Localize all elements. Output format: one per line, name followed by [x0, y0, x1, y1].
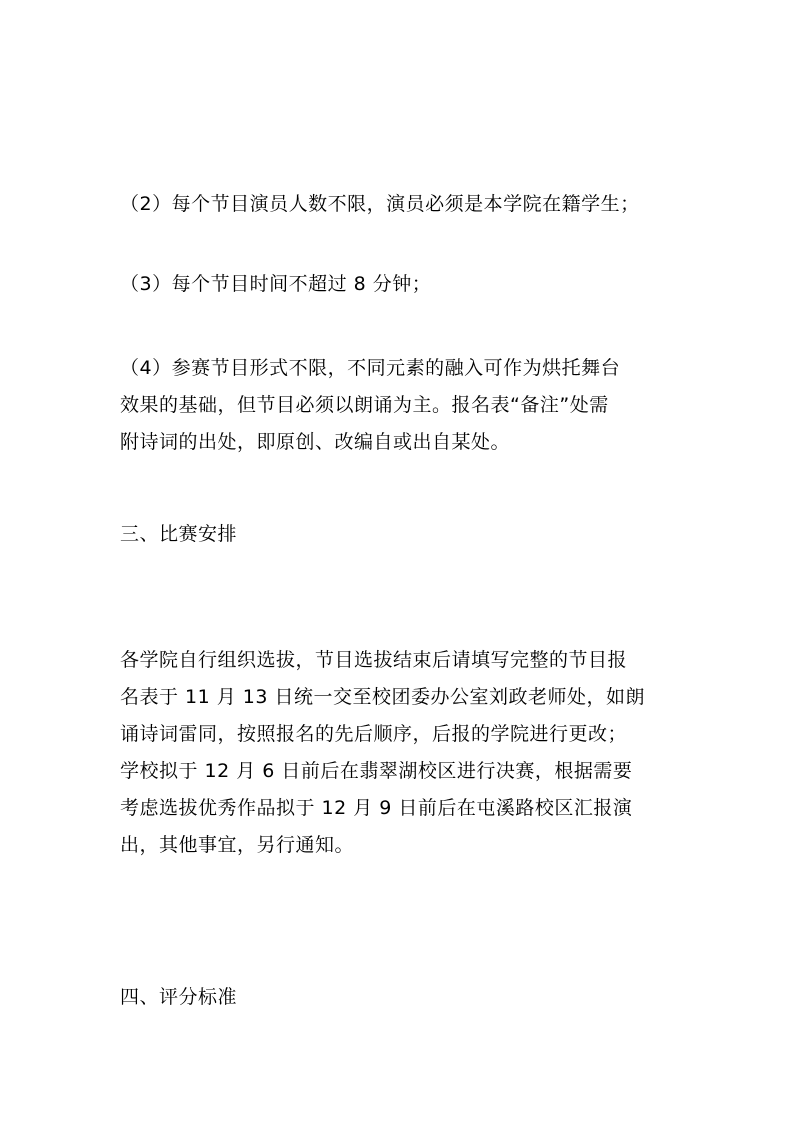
rule-item-3: [120, 266, 680, 303]
section-3-line-1: 各学院自行组织选拔，节目选拔结束后请填写完整的节目报: [120, 649, 628, 671]
section-3-line-5: 考虑选拔优秀作品拟于 12 月 9 日前后在屯溪路校区汇报演: [120, 797, 633, 819]
section-3-line-6: 出，其他事宜，另行通知。: [120, 834, 355, 856]
rule-item-4: [120, 350, 680, 461]
rule-item-2: [120, 186, 680, 223]
section-4-heading: [120, 979, 680, 1016]
section-4-heading-text: 四、评分标准: [120, 986, 238, 1008]
section-3-paragraph: [120, 642, 680, 864]
rule-item-4-line-2: 效果的基础，但节目必须以朗诵为主。报名表“备注”处需: [120, 394, 609, 416]
rule-item-2-text: （2）每个节目演员人数不限，演员必须是本学院在籍学生；: [120, 193, 640, 215]
rule-item-3-text: （3）每个节目时间不超过 8 分钟；: [120, 273, 432, 295]
section-3-heading-text: 三、比赛安排: [120, 523, 238, 545]
rule-item-4-line-1: （4）参赛节目形式不限，不同元素的融入可作为烘托舞台: [120, 357, 621, 379]
rule-item-4-line-3: 附诗词的出处，即原创、改编自或出自某处。: [120, 431, 511, 453]
section-3-line-2: 名表于 11 月 13 日统一交至校团委办公室刘政老师处，如朗: [120, 686, 646, 708]
section-3-line-3: 诵诗词雷同，按照报名的先后顺序，后报的学院进行更改；: [120, 723, 628, 745]
section-3-heading: [120, 516, 680, 553]
section-3-line-4: 学校拟于 12 月 6 日前后在翡翠湖校区进行决赛，根据需要: [120, 760, 633, 782]
